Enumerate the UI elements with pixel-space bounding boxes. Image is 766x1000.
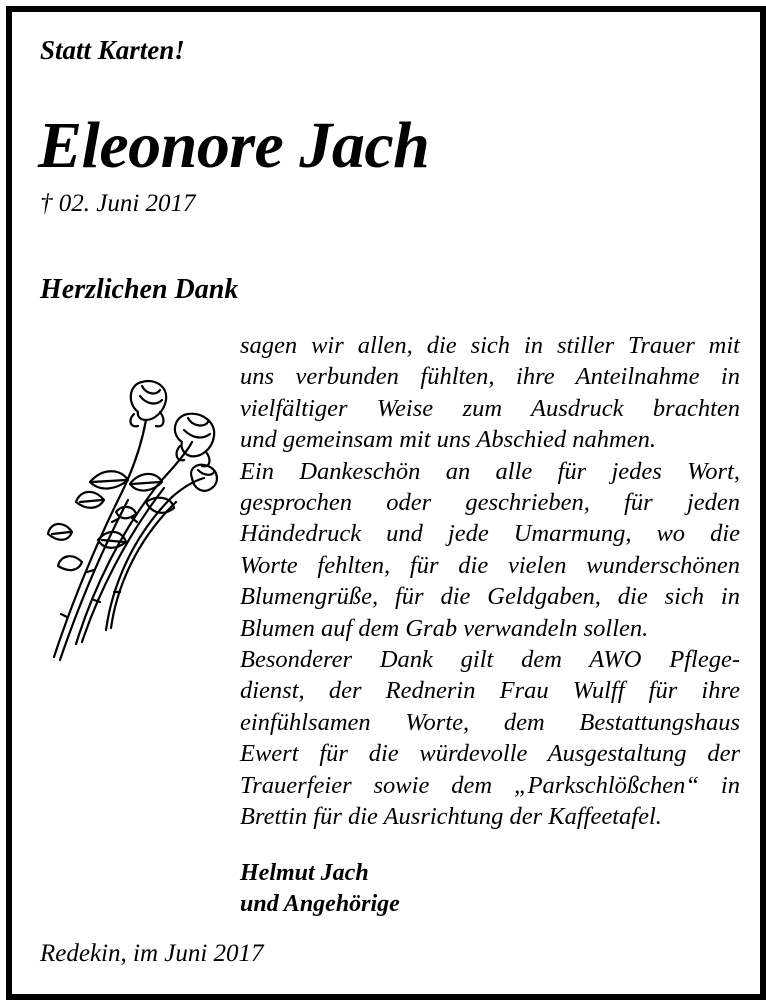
thanks-heading: Herzlichen Dank <box>40 274 239 305</box>
thanks-line: einfühlsamen Worte, dem Bestattungshaus <box>240 708 740 736</box>
thanks-line: Ein Dankeschön an alle für jedes Wort, <box>240 457 740 485</box>
notice-content <box>12 12 760 994</box>
statt-karten-label: Statt Karten! <box>40 35 185 65</box>
deceased-name: Eleonore Jach <box>38 109 430 182</box>
signature-name: Helmut Jach <box>240 860 369 886</box>
thanks-text <box>240 330 740 833</box>
thanks-line: Worte fehlten, für die vielen wunderschönen <box>240 551 740 579</box>
thanks-line: Brettin für die Ausrichtung der Kaffeetafel. <box>240 803 662 831</box>
thanks-line: vielfältiger Weise zum Ausdruck brachten <box>240 394 740 422</box>
thanks-line: Blumengrüße, für die Geldgaben, die sich in <box>240 583 740 611</box>
thanks-line: sagen wir allen, die sich in stiller Trauer mit <box>240 332 740 359</box>
roses-icon <box>42 372 232 672</box>
signature-relatives: und Angehörige <box>240 891 400 917</box>
death-date: † 02. Juni 2017 <box>40 190 196 217</box>
notice-frame <box>6 6 766 1000</box>
thanks-line: Blumen auf dem Grab verwandeln sollen. <box>240 614 649 642</box>
thanks-line: uns verbunden fühlten, ihre Anteilnahme in <box>240 363 740 391</box>
thanks-line: dienst, der Rednerin Frau Wulff für ihre <box>240 677 740 705</box>
thanks-line: Besonderer Dank gilt dem AWO Pflege- <box>240 646 740 674</box>
thanks-line: und gemeinsam mit uns Abschied nahmen. <box>240 426 656 454</box>
thanks-line: Händedruck und jede Umarmung, wo die <box>240 520 740 548</box>
signature <box>240 858 400 920</box>
thanks-line: gesprochen oder geschrieben, für jeden <box>240 489 740 517</box>
place-date: Redekin, im Juni 2017 <box>40 940 264 967</box>
thanks-line: Ewert für die würdevolle Ausgestaltung der <box>240 740 740 768</box>
thanks-line: Trauerfeier sowie dem „Parkschlößchen“ in <box>240 771 740 799</box>
